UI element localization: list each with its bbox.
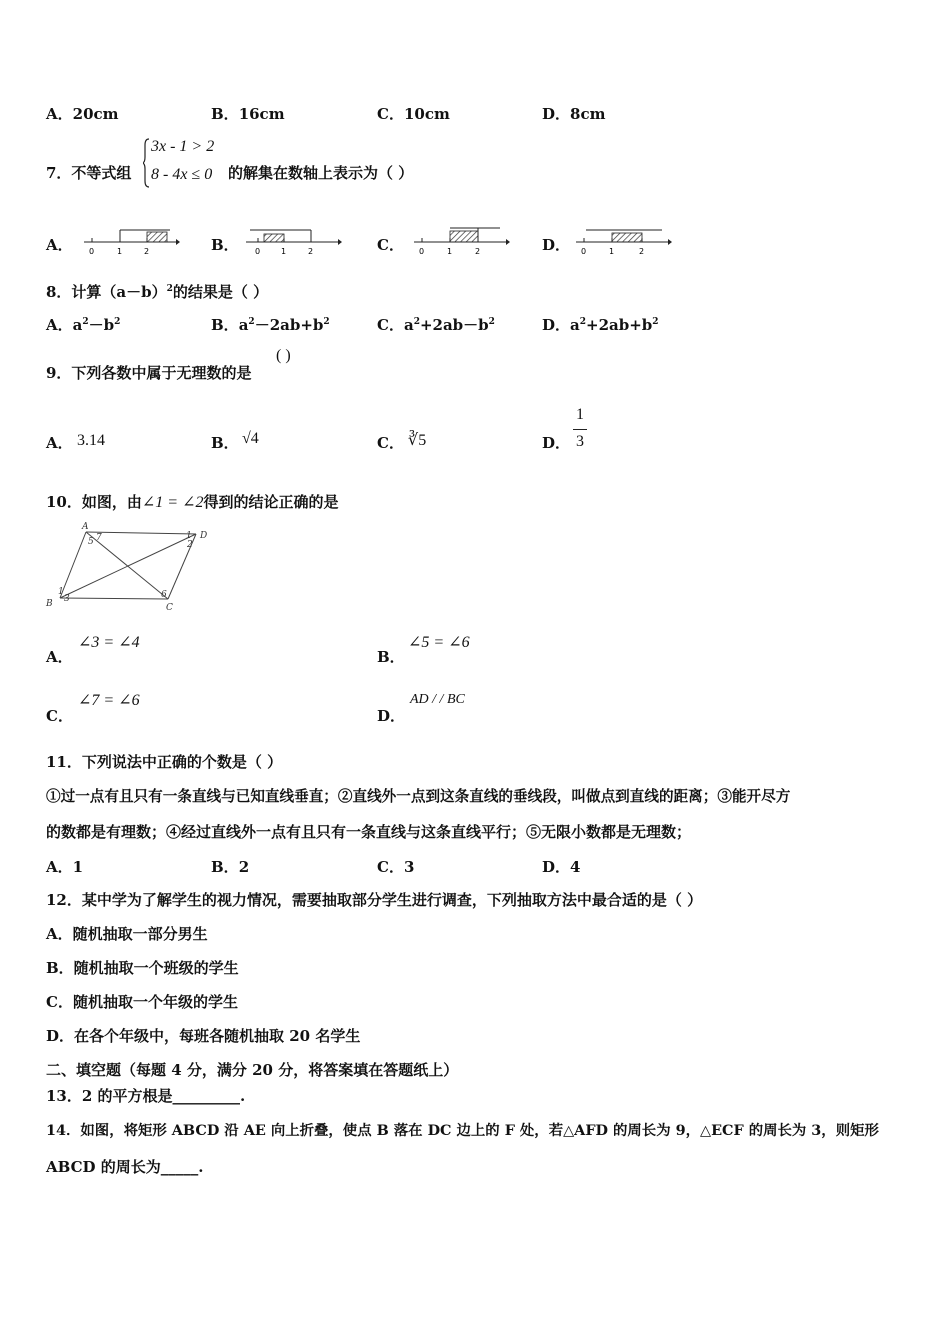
q9-option-d-denominator: 3 xyxy=(576,433,584,450)
q9-option-d-letter: D． xyxy=(542,434,571,452)
label-5: 5 xyxy=(88,537,94,547)
q7-option-a-letter: A． xyxy=(46,236,73,254)
label-3: 3 xyxy=(64,594,70,604)
q7-tail: 的解集在数轴上表示为（ ） xyxy=(228,164,414,182)
q9-option-b-value: √4 xyxy=(242,430,259,447)
q10-option-a-value: ∠3 = ∠4 xyxy=(78,634,140,651)
q10-option-a-letter: A． xyxy=(46,648,73,666)
q9-option-c-value: ∛5 xyxy=(408,432,427,449)
q9-option-a-letter: A． xyxy=(46,434,73,452)
q8-stem xyxy=(46,281,268,302)
q9-paren: ( ) xyxy=(276,347,291,364)
q10-option-b-value: ∠5 = ∠6 xyxy=(408,634,470,651)
tick-1: 1 xyxy=(447,247,453,256)
tick-2: 2 xyxy=(639,247,645,256)
q10-stem-math: ∠1 = ∠2 xyxy=(141,494,204,511)
q7-numberline-a xyxy=(80,224,180,256)
label-6: 6 xyxy=(161,590,167,600)
q14-line2: ABCD 的周长为_____. xyxy=(46,1158,204,1176)
q8-option-a: A．$a^2-b^2$ xyxy=(46,316,121,334)
q7-numberline-d xyxy=(572,224,672,256)
q12-option-b: B．随机抽取一个班级的学生 xyxy=(46,959,239,977)
q11-stem: 11．下列说法中正确的个数是（ ） xyxy=(46,753,283,771)
q9-stem: 9．下列各数中属于无理数的是 xyxy=(46,364,252,382)
q9-fraction-bar xyxy=(573,429,587,430)
q12-stem: 12．某中学为了解学生的视力情况，需要抽取部分学生进行调查，下列抽取方法中最合适的是（ ） xyxy=(46,891,703,909)
q12-option-d: D．在各个年级中，每班各随机抽取 20 名学生 xyxy=(46,1027,361,1045)
q7-option-d-letter: D． xyxy=(542,236,571,254)
q10-stem-post: 得到的结论正确的是 xyxy=(203,493,339,511)
q6-option-b-text: 16cm xyxy=(238,105,285,123)
q10-option-d-letter: D． xyxy=(377,707,406,725)
q10-figure xyxy=(44,520,214,612)
q6-option-a xyxy=(46,103,119,124)
q11-option-b: B．2 xyxy=(211,858,250,876)
q7-system-line2: 8 - 4x ≤ 0 xyxy=(151,166,213,183)
q9-option-b-letter: B． xyxy=(211,434,239,452)
q13: 13．2 的平方根是_________. xyxy=(46,1087,246,1105)
tick-1: 1 xyxy=(281,247,287,256)
tick-2: 2 xyxy=(308,247,314,256)
q8-stem-sup: 2 xyxy=(166,284,173,294)
q6-option-d xyxy=(542,103,605,124)
q11-line1: ①过一点有且只有一条直线与已知直线垂直；②直线外一点到这条直线的垂线段，叫做点到直线的距离；③能开尽方 xyxy=(46,788,791,805)
q8-option-c: C．$a^2+2ab-b^2$ xyxy=(377,316,495,334)
q9-option-a-value: 3.14 xyxy=(77,432,105,449)
q7-system-line1: 3x - 1 > 2 xyxy=(151,138,215,155)
q11-option-c: C．3 xyxy=(377,858,415,876)
q10-stem-pre: 10．如图，由 xyxy=(46,493,142,511)
q14-line1: 14．如图，将矩形 ABCD 沿 AE 向上折叠，使点 B 落在 DC 边上的 F 处，若△AFD 的周长为 9，△ECF 的周长为 3，则矩形 xyxy=(46,1122,879,1139)
q6-option-b xyxy=(211,103,285,124)
q11-line2: 的数都是有理数；④经过直线外一点有且只有一条直线与这条直线平行；⑤无限小数都是无理数； xyxy=(46,823,692,841)
q8-option-d: D．$a^2+2ab+b^2$ xyxy=(542,316,659,334)
section2-heading: 二、填空题（每题 4 分，满分 20 分，将答案填在答题纸上） xyxy=(46,1061,459,1079)
q12-option-a: A．随机抽取一部分男生 xyxy=(46,925,208,943)
tick-0: 0 xyxy=(581,247,587,256)
q7-numberline-c xyxy=(410,224,510,256)
tick-1: 1 xyxy=(117,247,123,256)
q12-option-c: C．随机抽取一个年级的学生 xyxy=(46,993,238,1011)
q7-option-c-letter: C． xyxy=(377,236,404,254)
tick-1: 1 xyxy=(609,247,615,256)
q10-option-b-letter: B． xyxy=(377,648,405,666)
label-B: B xyxy=(46,599,53,609)
q7-number: 7．不等式组 xyxy=(46,164,132,182)
q8-option-b: B．$a^2-2ab+b^2$ xyxy=(211,316,330,334)
label-4: 1 xyxy=(58,587,64,597)
q9-option-c-letter: C． xyxy=(377,434,404,452)
tick-2: 2 xyxy=(144,247,150,256)
q6-option-c xyxy=(377,103,450,124)
q6-option-d-letter: D． xyxy=(542,105,571,123)
q10-option-c-letter: C． xyxy=(46,707,73,725)
q8-stem-text: 8．计算（a－b） xyxy=(46,283,167,301)
label-A: A xyxy=(82,522,89,532)
q6-option-c-letter: C． xyxy=(377,105,404,123)
q9-option-d-numerator: 1 xyxy=(576,406,584,423)
tick-0: 0 xyxy=(255,247,261,256)
q10-option-c-value: ∠7 = ∠6 xyxy=(78,692,140,709)
label-7: 7 xyxy=(96,533,102,543)
q6-option-d-text: 8cm xyxy=(570,105,606,123)
q7-option-b-letter: B． xyxy=(211,236,239,254)
q6-option-c-text: 10cm xyxy=(403,105,450,123)
tick-0: 0 xyxy=(89,247,95,256)
q10-stem xyxy=(46,491,339,512)
q11-option-a: A．1 xyxy=(46,858,84,876)
q7-numberline-b xyxy=(242,224,342,256)
q6-option-b-letter: B． xyxy=(211,105,239,123)
q6-option-a-letter: A． xyxy=(46,105,73,123)
tick-2: 2 xyxy=(475,247,481,256)
q10-option-d-value: AD / / BC xyxy=(410,692,465,707)
tick-0: 0 xyxy=(419,247,425,256)
q11-option-d: D．4 xyxy=(542,858,581,876)
q6-option-a-text: 20cm xyxy=(72,105,119,123)
label-2: 2 xyxy=(187,540,193,550)
q8-stem-tail: 的结果是（ ） xyxy=(172,283,269,301)
label-1: 1 xyxy=(186,531,192,541)
label-D: D xyxy=(200,531,208,541)
label-C: C xyxy=(166,603,173,612)
